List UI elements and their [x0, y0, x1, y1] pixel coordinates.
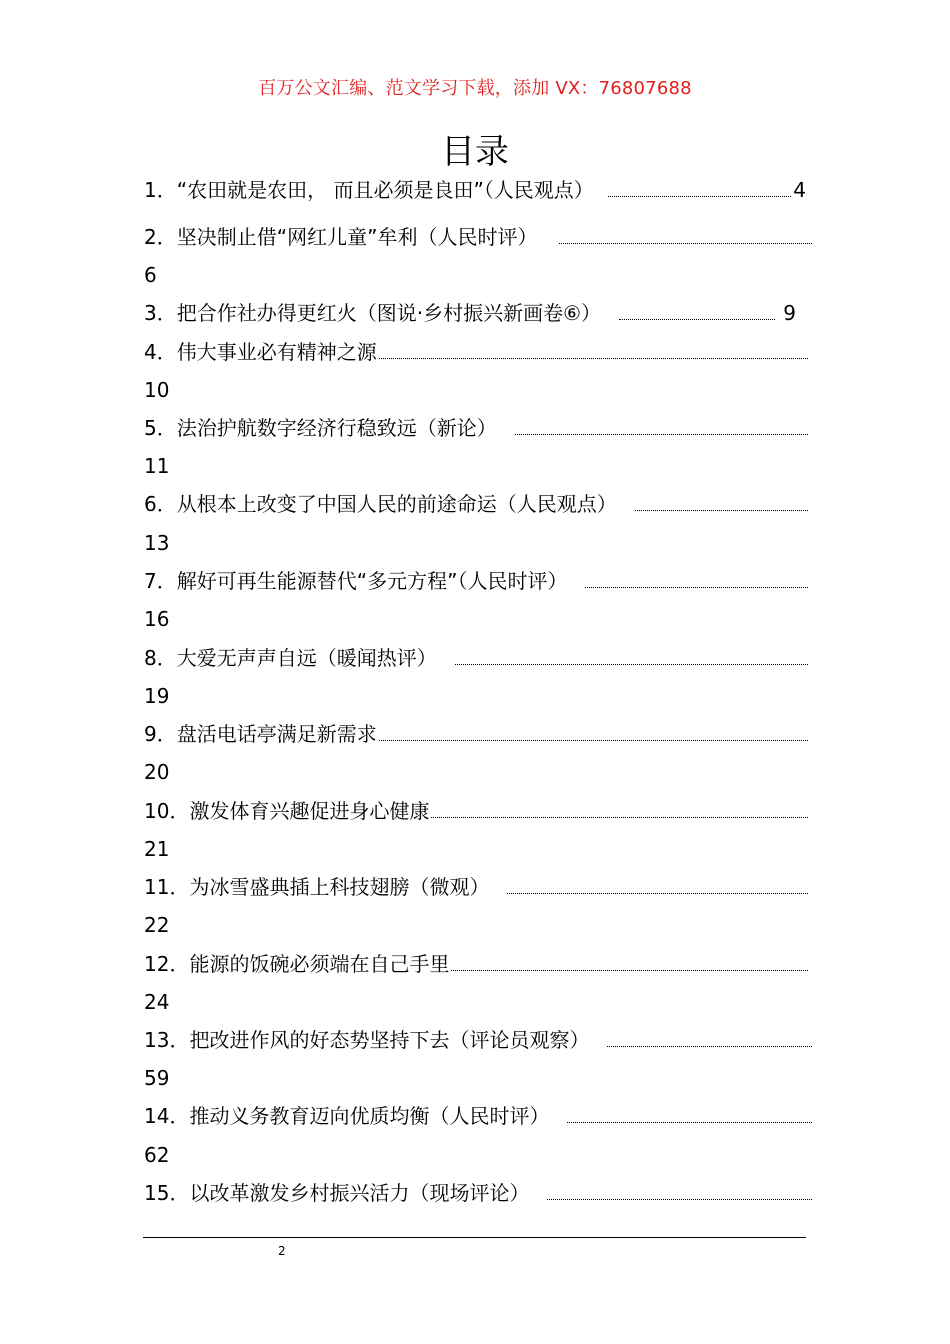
toc-entry-title: 1．“农田就是农田， 而且必须是良田”（人民观点） — [144, 178, 594, 202]
toc-entry[interactable] — [144, 722, 808, 746]
toc-entry-page: 10 — [144, 378, 170, 402]
toc-entry-title: 7．解好可再生能源替代“多元方程”（人民时评） — [144, 569, 568, 593]
toc-entry-title: 3．把合作社办得更红火（图说·乡村振兴新画卷⑥） — [144, 301, 602, 325]
toc-entry-page: 6 — [144, 263, 157, 287]
toc-entry-page: 9 — [783, 301, 796, 325]
leader-dots — [547, 1199, 812, 1200]
toc-entry[interactable] — [144, 646, 808, 670]
toc-entry[interactable] — [144, 569, 808, 593]
toc-entry-page: 19 — [144, 684, 170, 708]
toc-entry[interactable] — [144, 875, 808, 899]
toc-entry-title: 8．大爱无声声自远（暖闻热评） — [144, 646, 437, 670]
toc-entry[interactable] — [144, 416, 808, 440]
toc-entry-title: 15．以改革激发乡村振兴活力（现场评论） — [144, 1181, 530, 1205]
toc-entry-title: 4．伟大事业必有精神之源 — [144, 340, 377, 364]
toc-entry-page: 21 — [144, 837, 170, 861]
toc-entry[interactable] — [144, 301, 796, 325]
footer-page-number: 2 — [278, 1244, 286, 1258]
leader-dots — [559, 243, 812, 244]
toc-entry-page: 16 — [144, 607, 170, 631]
leader-dots — [431, 817, 808, 818]
toc-entry-title: 9．盘活电话亭满足新需求 — [144, 722, 377, 746]
toc-entry-title: 12．能源的饭碗必须端在自己手里 — [144, 952, 450, 976]
toc-entry[interactable] — [144, 1028, 812, 1052]
leader-dots — [507, 893, 808, 894]
leader-dots — [567, 1122, 812, 1123]
toc-entry-page: 4 — [793, 178, 806, 202]
toc-entry-title: 14．推动义务教育迈向优质均衡（人民时评） — [144, 1104, 550, 1128]
promo-banner: 百万公文汇编、范文学习下载，添加 VX：76807688 — [258, 78, 692, 99]
toc-entry-title: 11．为冰雪盛典插上科技翅膀（微观） — [144, 875, 490, 899]
leader-dots — [608, 196, 791, 197]
toc-entry-title: 6．从根本上改变了中国人民的前途命运（人民观点） — [144, 492, 617, 516]
toc-entry-title: 2．坚决制止借“网红儿童”牟利（人民时评） — [144, 225, 538, 249]
toc-entry[interactable] — [144, 1181, 812, 1205]
toc-entry-page: 62 — [144, 1143, 170, 1167]
leader-dots — [515, 434, 808, 435]
toc-entry[interactable] — [144, 178, 806, 202]
toc-entry[interactable] — [144, 492, 808, 516]
toc-entry-page: 20 — [144, 760, 170, 784]
toc-entry-title: 5．法治护航数字经济行稳致远（新论） — [144, 416, 497, 440]
toc-entry[interactable] — [144, 225, 812, 249]
leader-dots — [585, 587, 808, 588]
leader-dots — [635, 510, 808, 511]
leader-dots — [455, 664, 808, 665]
footer-divider — [143, 1237, 806, 1238]
toc-entry-title: 10．激发体育兴趣促进身心健康 — [144, 799, 430, 823]
leader-dots — [607, 1046, 812, 1047]
toc-entry[interactable] — [144, 340, 808, 364]
toc-entry-page: 22 — [144, 913, 170, 937]
toc-entry-page: 59 — [144, 1066, 170, 1090]
toc-entry-title: 13．把改进作风的好态势坚持下去（评论员观察） — [144, 1028, 590, 1052]
leader-dots — [379, 740, 808, 741]
leader-dots — [379, 358, 808, 359]
toc-entry-page: 24 — [144, 990, 170, 1014]
toc-entry-page: 11 — [144, 454, 170, 478]
toc-entry[interactable] — [144, 952, 808, 976]
toc-entry-page: 13 — [144, 531, 170, 555]
toc-entry[interactable] — [144, 1104, 812, 1128]
page-title: 目录 — [441, 132, 509, 172]
leader-dots — [451, 970, 808, 971]
leader-dots — [619, 319, 775, 320]
toc-entry[interactable] — [144, 799, 808, 823]
